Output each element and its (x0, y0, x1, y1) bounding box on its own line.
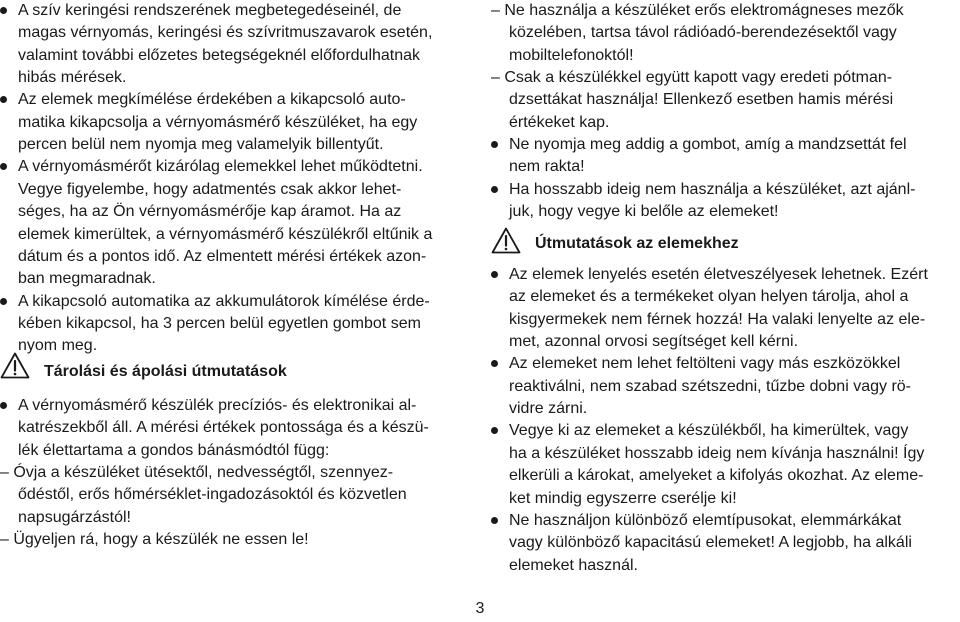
bullet-point (0, 7, 7, 14)
text-line: közelében, tartsa távol rádióadó-berendezésektől vagy (509, 24, 897, 42)
text-line: ődéstől, erős hőmérséklet-ingadozásoktól és közvetlen (18, 486, 407, 504)
text-line: valamint további előzetes betegségeknél előfordulhatnak (18, 46, 421, 64)
text-line: Az elemek megkímélése érdekében a kikapcsoló auto- (18, 91, 406, 109)
text-line: – Ne használja a készüléket erős elektromágneses mezők (491, 2, 904, 19)
text-line: elemek kimerültek, a vérnyomásmérő készülékről eltűnik a (18, 225, 433, 243)
bullet-point (491, 360, 498, 367)
text-line: vagy különböző kapacitású elemeket! A legjobb, ha alkáli (509, 534, 912, 552)
bullet-point (0, 402, 7, 409)
page-number: 3 (475, 600, 485, 617)
warning-triangle-icon (0, 352, 30, 379)
storage-care-heading: Tárolási és ápolási útmutatások (44, 363, 287, 380)
text-line: nyom meg. (18, 337, 98, 355)
text-line: séges, ha az Ön vérnyomásmérője kap áramot. Ha az (18, 203, 402, 221)
text-line: ket mindig egyszerre cserélje ki! (509, 489, 737, 507)
text-line: elemeket használ. (509, 556, 638, 574)
text-line: napsugárzástól! (18, 508, 131, 526)
text-line: mobiltelefonoktól! (509, 46, 634, 64)
text-line: magas vérnyomás, keringési és szívritmuszavarok esetén, (18, 24, 433, 42)
bullet-point (491, 186, 498, 193)
text-line: Vegye ki az elemeket a készülékből, ha kimerültek, vagy (509, 422, 909, 440)
bullet-point (0, 96, 7, 103)
text-line: A kikapcsoló automatika az akkumulátorok kímélése érde- (18, 292, 430, 310)
text-line: az elemeket és a termékeket olyan helyen tárolja, ahol a (509, 288, 909, 306)
text-line: – Óvja a készüléket ütésektől, nedvességtől, szennyez- (0, 464, 394, 482)
bullet-point (491, 141, 498, 148)
text-line: lék élettartama a gondos bánásmódtól függ: (18, 441, 330, 459)
text-line: katrészekből áll. A mérési értékek pontossága és a készü- (18, 419, 429, 437)
text-line: dzsettákat használja! Ellenkező esetben hamis mérési (509, 91, 894, 109)
text-line: met, azonnal orvosi segítséget kell kérni. (509, 333, 799, 351)
text-line: Vegye figyelembe, hogy adatmentés csak akkor lehet- (18, 180, 402, 198)
text-line: kében kikapcsol, ha 3 percen belül egyetlen gombot sem (18, 314, 421, 332)
text-line: percen belül nem nyomja meg valamelyik billentyűt. (18, 136, 384, 154)
text-line: dátum és a pontos idő. Az elmentett mérési értékek azon- (18, 247, 427, 265)
text-line: Az elemeket nem lehet feltölteni vagy más eszközökkel (509, 355, 901, 373)
bullet-point (0, 163, 7, 170)
text-line: ha a készüléket hosszabb ideig nem kívánja használni! Így (509, 444, 925, 462)
text-line: kisgyermekek nem férnek hozzá! Ha valaki lenyelte az ele- (509, 310, 926, 328)
text-line: A vérnyomásmérő készülék precíziós- és elektronikai al- (18, 397, 417, 414)
bullet-point (491, 427, 498, 434)
text-line: Az elemek lenyelés esetén életveszélyesek lehetnek. Ezért (509, 266, 928, 283)
text-line: Ha hosszabb ideig nem használja a készüléket, azt ajánl- (509, 180, 916, 198)
text-line: reaktiválni, nem szabad szétszedni, tűzbe dobni vagy rö- (509, 377, 911, 395)
text-line: Ne használjon különböző elemtípusokat, elemmárkákat (509, 511, 902, 529)
battery-instructions-heading: Útmutatások az elemekhez (535, 235, 739, 252)
text-line: juk, hogy vegye ki belőle az elemeket! (509, 203, 779, 221)
bullet-point (491, 271, 498, 278)
text-line: A szív keringési rendszerének megbetegedéseinél, de (18, 2, 402, 19)
text-line: nem rakta! (509, 158, 585, 176)
text-line: A vérnyomásmérőt kizárólag elemekkel lehet működtetni. (18, 158, 423, 176)
text-line: elkerüli a károkat, amelyeket a kifolyás okozhat. Az eleme- (509, 467, 924, 485)
text-line: – Csak a készülékkel együtt kapott vagy eredeti pótman- (491, 69, 893, 87)
text-line: értékeket kap. (509, 113, 610, 131)
text-line: hibás mérések. (18, 69, 127, 87)
text-line: vidre zárni. (509, 400, 588, 418)
bullet-point (0, 298, 7, 305)
text-line: – Ügyeljen rá, hogy a készülék ne essen le! (0, 531, 309, 549)
bullet-point (491, 517, 498, 524)
text-line: matika kikapcsolja a vérnyomásmérő készüléket, ha egy (18, 113, 418, 131)
warning-triangle-icon (491, 227, 521, 254)
text-line: Ne nyomja meg addig a gombot, amíg a mandzsettát fel (509, 136, 907, 154)
text-line: ban megmaradnak. (18, 270, 156, 288)
